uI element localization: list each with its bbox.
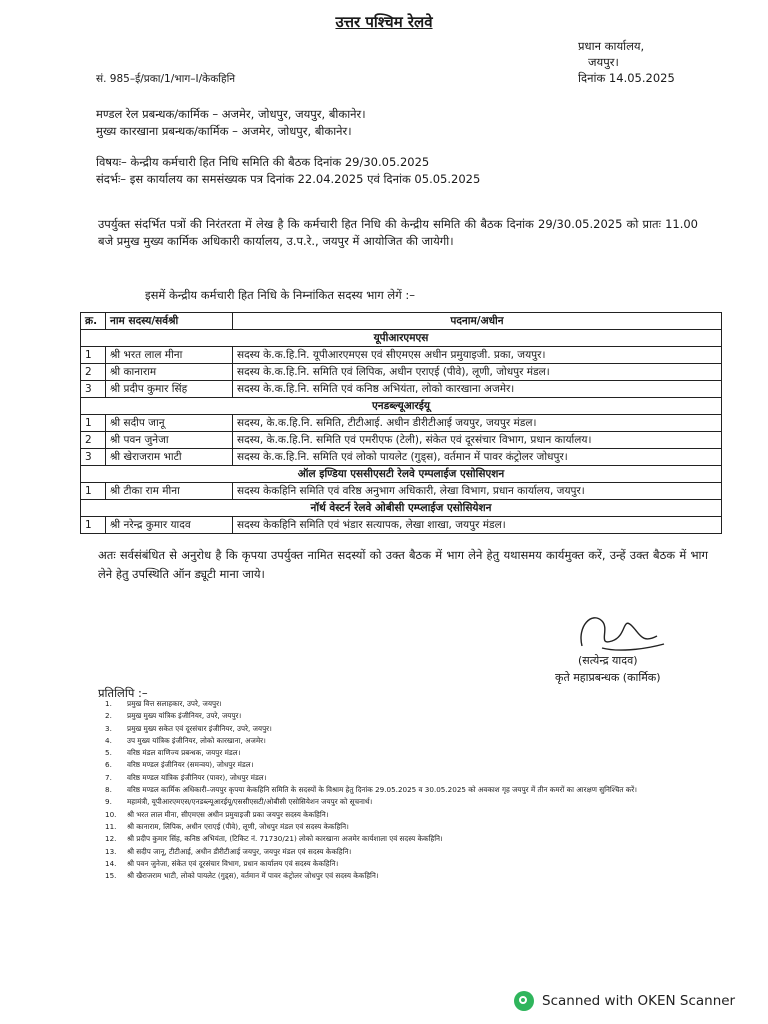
list-item: 11. श्री कानाराम, लिपिक, अधीन एराएई (पीवे), लूणी, जोधपुर मंडल एवं सदस्य केकहिनि।: [105, 821, 349, 831]
list-item: 10. श्री भरत लाल मीना, सीएमएस अधीन प्रमुयाइजी प्रका जयपुर सदस्य केकहिनि।: [105, 809, 329, 819]
list-item: 14. श्री पवन जुनेजा, संकेत एवं दूरसंचार विभाग, प्रधान कार्यालय एवं सदस्य केकहिनि।: [105, 858, 339, 868]
cell-serial: 1: [81, 347, 106, 364]
header-name: नाम सदस्य/सर्वश्री: [106, 313, 233, 330]
letter-date: दिनांक 14.05.2025: [578, 71, 675, 85]
list-item: 5. वरिष्ठ मंडल वाणिज्य प्रबन्धक, जयपुर मंडल।: [105, 748, 241, 758]
list-item: 6. वरिष्ठ मण्डल इंजीनियर (समन्वय), जोधपुर मंडल।: [105, 760, 254, 770]
reference-line: संदर्भः– इस कार्यालय का समसंख्यक पत्र दिनांक 22.04.2025 एवं दिनांक 05.05.2025: [96, 172, 481, 186]
cell-serial: 1: [81, 415, 106, 432]
table-row: [81, 432, 722, 449]
header-designation: पदनाम/अधीन: [233, 313, 722, 330]
list-item: 9. महामंत्री, यूपीआरएमएस/एनडब्ल्यूआरईयू/एससीएसटी/ओबीसी एसोसियेशन जयपुर को सूचनार्थ।: [105, 797, 373, 807]
cell-serial: 2: [81, 432, 106, 449]
cell-name: श्री पवन जुनेजा: [106, 432, 233, 449]
body-paragraph-2: अतः सर्वसंबंधित से अनुरोध है कि कृपया उपर्युक्त नामित सदस्यों को उक्त बैठक में भाग लेने हेतु यथासमय कार्यमुक्त करें, उन्हें उक्त बैठक में भाग लेने हेतु उपस्थिति ऑन ड्यूटी माना जाये।: [98, 548, 708, 581]
cell-designation: सदस्य के.क.हि.नि. समिति एवं लिपिक, अधीन एराएई (पीवे), लूणी, जोधपुर मंडल।: [233, 364, 722, 381]
cell-designation: सदस्य के.क.हि.नि. समिति एवं कनिष्ठ अभियंता, लोको कारखाना अजमेर।: [233, 381, 722, 398]
table-row: [81, 381, 722, 398]
signatory-name: (सत्येन्द्र यादव): [578, 654, 638, 667]
group-name: यूपीआरएमएस: [81, 330, 722, 347]
cell-name: श्री सदीप जानू: [106, 415, 233, 432]
table-row: [81, 449, 722, 466]
scanner-logo-icon: [514, 991, 534, 1011]
group-row: [81, 500, 722, 517]
table-row: [81, 517, 722, 534]
cell-name: श्री टीका राम मीना: [106, 483, 233, 500]
members-intro: इसमें केन्द्रीय कर्मचारी हित निधि के निम्नांकित सदस्य भाग लेगें :–: [145, 288, 415, 302]
group-row: [81, 466, 722, 483]
group-name: एनडब्ल्यूआरईयू: [81, 398, 722, 415]
list-item: 2. प्रमुख मुख्य यांत्रिक इंजीनियर, उपरे, जयपुर।: [105, 711, 242, 721]
cell-designation: सदस्य केकहिनि समिति एवं भंडार सत्यापक, लेखा शाखा, जयपुर मंडल।: [233, 517, 722, 534]
office-city: जयपुर।: [588, 55, 619, 69]
list-item: 15. श्री खैराजराम भाटी, लोको पायलेट (गुड्स), वर्तमान में पावर कंट्रोलर जोधपुर एवं सदस्य केकहिनि।: [105, 871, 379, 881]
cell-designation: सदस्य, के.क.हि.नि. समिति, टीटीआई. अधीन डीरीटीआई जयपुर, जयपुर मंडल।: [233, 415, 722, 432]
list-item: 12. श्री प्रदीप कुमार सिंह, कनिष्ठ अभियंता, (टिकिट नं. 71730/21) लोको कारखाना अजमेर कार्यशाला एवं सदस्य केकहिनि।: [105, 834, 443, 844]
cell-name: श्री प्रदीप कुमार सिंह: [106, 381, 233, 398]
list-item: 4. उप मुख्य यांत्रिक इंजीनियर, लोको कारखाना, अजमेर।: [105, 735, 266, 745]
office-block: [578, 38, 675, 86]
cell-serial: 3: [81, 449, 106, 466]
table-row: [81, 364, 722, 381]
cc-heading: प्रतिलिपि :–: [98, 686, 148, 700]
signatory-designation: कृते महाप्रबन्धक (कार्मिक): [555, 671, 661, 684]
table-row: [81, 415, 722, 432]
reference-number: सं. 985–ई/प्रका/1/भाग–I/केकहिनि: [96, 73, 236, 85]
cell-name: श्री कानाराम: [106, 364, 233, 381]
scanner-watermark: [514, 991, 735, 1011]
cell-designation: सदस्य, के.क.हि.नि. समिति एवं एमरीएफ (टेली), संकेत एवं दूरसंचार विभाग, प्रधान कार्यालय।: [233, 432, 722, 449]
office-line: प्रधान कार्यालय,: [578, 39, 645, 53]
list-item: 8. वरिष्ठ मण्डल कार्मिक अधिकारी–जयपुर कृपया केकहिनि समिति के सदस्यों के विश्राम हेतु दिनांक 29.05.2025 व 30.05.2025 को अवकाश गृह जयपुर में तीन कमरों का आरक्षण सुनिश्चित करें।: [105, 785, 637, 795]
list-item: 1. प्रमुख वित्त सलाहकार, उपरे, जयपुर।: [105, 699, 222, 708]
cell-designation: सदस्य के.क.हि.नि. समिति एवं लोको पायलेट (गुड्स), वर्तमान में पावर कंट्रोलर जोधपुर।: [233, 449, 722, 466]
header-serial: क्र.: [81, 313, 106, 330]
scanner-label: Scanned with OKEN Scanner: [542, 993, 736, 1009]
members-table: [80, 312, 722, 534]
cell-name: श्री नरेन्द्र कुमार यादव: [106, 517, 233, 534]
addressee-line: मण्डल रेल प्रबन्धक/कार्मिक – अजमेर, जोधपुर, जयपुर, बीकानेर।: [96, 107, 366, 121]
list-item: 7. वरिष्ठ मण्डल यांत्रिक इंजीनियर (पावर), जोधपुर मंडल।: [105, 772, 267, 782]
cell-serial: 1: [81, 483, 106, 500]
cell-name: श्री भरत लाल मीना: [106, 347, 233, 364]
group-row: [81, 398, 722, 415]
cell-serial: 3: [81, 381, 106, 398]
addressee-line: मुख्य कारखाना प्रबन्धक/कार्मिक – अजमेर, जोधपुर, बीकानेर।: [96, 124, 352, 138]
cell-serial: 1: [81, 517, 106, 534]
cell-designation: सदस्य केकहिनि समिति एवं वरिष्ठ अनुभाग अधिकारी, लेखा विभाग, प्रधान कार्यालय, जयपुर।: [233, 483, 722, 500]
addressee-block: [96, 106, 366, 140]
group-row: [81, 330, 722, 347]
table-header-row: [81, 313, 722, 330]
signatory-block: [555, 652, 661, 686]
list-item: 13. श्री सदीप जानू, टीटीआई, अधीन डीरीटीआई जयपुर, जयपुर मंडल एवं सदस्य केकहिनि।: [105, 846, 352, 856]
organization-title: उत्तर पश्चिम रेलवे: [335, 13, 433, 31]
group-name: ऑल इण्डिया एससीएसटी रेलवे एम्पलाईज एसोसिएशन: [81, 466, 722, 483]
body-paragraph-1: उपर्युक्त संदर्भित पत्रों की निरंतरता में लेख है कि कर्मचारी हित निधि की केन्द्रीय समिति की बैठक दिनांक 29/30.05.2025 को प्रातः 11.00 बजे प्रमुख मुख्य कार्मिक अधिकारी कार्यालय, उ.प.रे., जयपुर में आयोजित की जायेगी।: [98, 217, 698, 248]
subject-line: विषयः– केन्द्रीय कर्मचारी हित निधि समिति की बैठक दिनांक 29/30.05.2025: [96, 155, 430, 169]
cell-serial: 2: [81, 364, 106, 381]
table-row: [81, 347, 722, 364]
cell-designation: सदस्य के.क.हि.नि. यूपीआरएमएस एवं सीएमएस अधीन प्रमुयाइजी. प्रका, जयपुर।: [233, 347, 722, 364]
cc-list: [105, 698, 725, 882]
cell-name: श्री खेराजराम भाटी: [106, 449, 233, 466]
subject-block: [96, 154, 480, 188]
group-name: नॉर्थ वेस्टर्न रेलवे ओबीसी एम्प्लाईज एसोसियेशन: [81, 500, 722, 517]
list-item: 3. प्रमुख मुख्य सकेत एवं दूरसंचार इंजीनियर, उपरे, जयपुर।: [105, 723, 272, 733]
table-row: [81, 483, 722, 500]
